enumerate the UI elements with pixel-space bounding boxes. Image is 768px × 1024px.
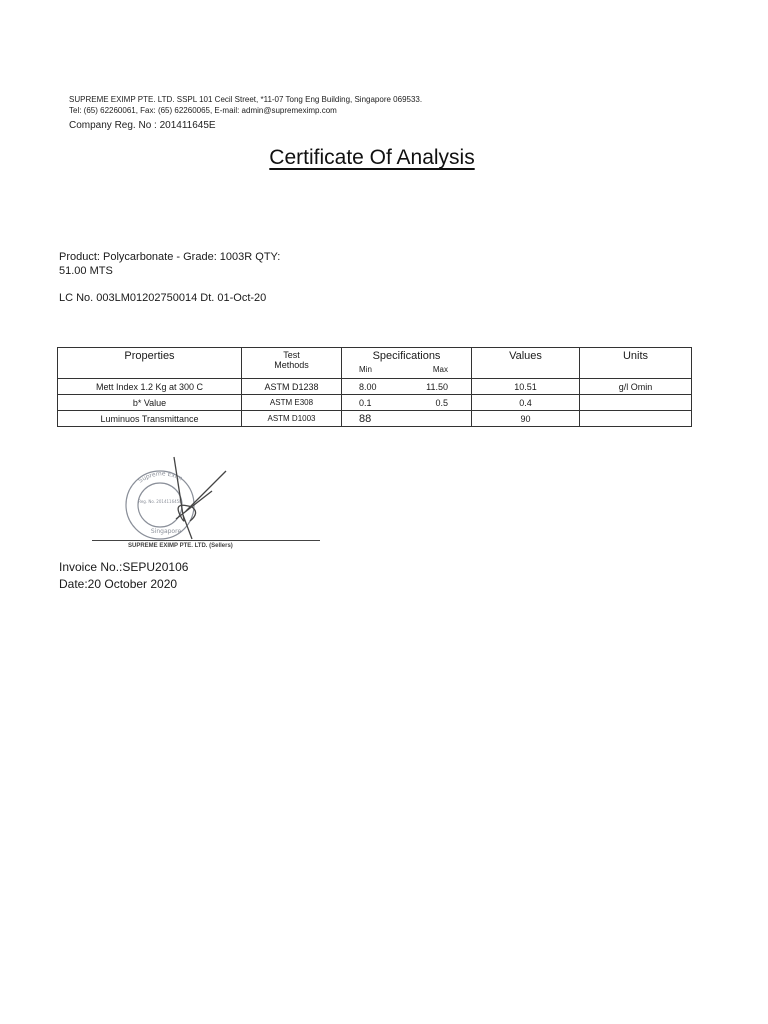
table-row (58, 395, 692, 411)
invoice-number: Invoice No.:SEPU20106 (59, 560, 189, 574)
signature-line (92, 540, 320, 541)
invoice-info (59, 559, 188, 593)
header-units: Units (580, 348, 692, 379)
stamp-top-textpath: Supreme Exim (137, 470, 184, 485)
cell-unit: g/l Omin (580, 379, 692, 395)
company-address: SUPREME EXIMP PTE. LTD. SSPL 101 Cecil Street, *11-07 Tong Eng Building, Singapore 069533. (69, 95, 423, 104)
analysis-table (57, 347, 692, 427)
cell-spec (342, 411, 472, 427)
cell-spec (342, 379, 472, 395)
table-header-row (58, 348, 692, 379)
header-values: Values (472, 348, 580, 379)
cell-unit (580, 395, 692, 411)
cell-method: ASTM D1003 (242, 411, 342, 427)
cell-min: 0.1 (359, 397, 372, 408)
cell-max: 11.50 (426, 381, 448, 392)
company-contact: Tel: (65) 62260061, Fax: (65) 62260065, E-mail: admin@supremeximp.com (69, 106, 337, 115)
cell-method: ASTM E308 (242, 395, 342, 411)
cell-property: Mett Index 1.2 Kg at 300 C (58, 379, 242, 395)
company-header (69, 94, 422, 116)
table-row (58, 411, 692, 427)
header-max: Max (432, 365, 448, 374)
header-specifications: Specifications Min Max (342, 348, 472, 379)
company-reg-number: Company Reg. No : 201411645E (69, 120, 216, 131)
lc-number: LC No. 003LM01202750014 Dt. 01-Oct-20 (59, 292, 267, 304)
document-title: Certificate Of Analysis (269, 146, 475, 169)
cell-value: 90 (472, 411, 580, 427)
cell-value: 10.51 (472, 379, 580, 395)
product-line: Product: Polycarbonate - Grade: 1003R QTY: (59, 251, 281, 263)
cell-method: ASTM D1238 (242, 379, 342, 395)
cell-min: 88 (359, 412, 372, 425)
stamp-bottom-text: Singapore (150, 528, 182, 535)
cell-value: 0.4 (472, 395, 580, 411)
table-row (58, 379, 692, 395)
cell-spec (342, 395, 472, 411)
header-test-methods: Test Methods (242, 348, 342, 379)
cell-property: Luminuos Transmittance (58, 411, 242, 427)
cell-min: 8.00 (359, 381, 377, 392)
cell-max: 0.5 (435, 397, 448, 408)
header-min: Min (359, 365, 372, 374)
signature-caption: SUPREME EXIMP PTE. LTD. (Sellers) (128, 543, 233, 549)
header-properties: Properties (58, 348, 242, 379)
invoice-date: Date:20 October 2020 (59, 577, 178, 591)
stamp-reg-text: Reg. No. 201411645E (138, 499, 182, 504)
product-info (59, 250, 280, 278)
stamp-top-text (88, 455, 184, 485)
cell-property: b* Value (58, 395, 242, 411)
handwritten-signature (174, 457, 226, 539)
cell-unit (580, 411, 692, 427)
product-qty: 51.00 MTS (59, 265, 113, 277)
